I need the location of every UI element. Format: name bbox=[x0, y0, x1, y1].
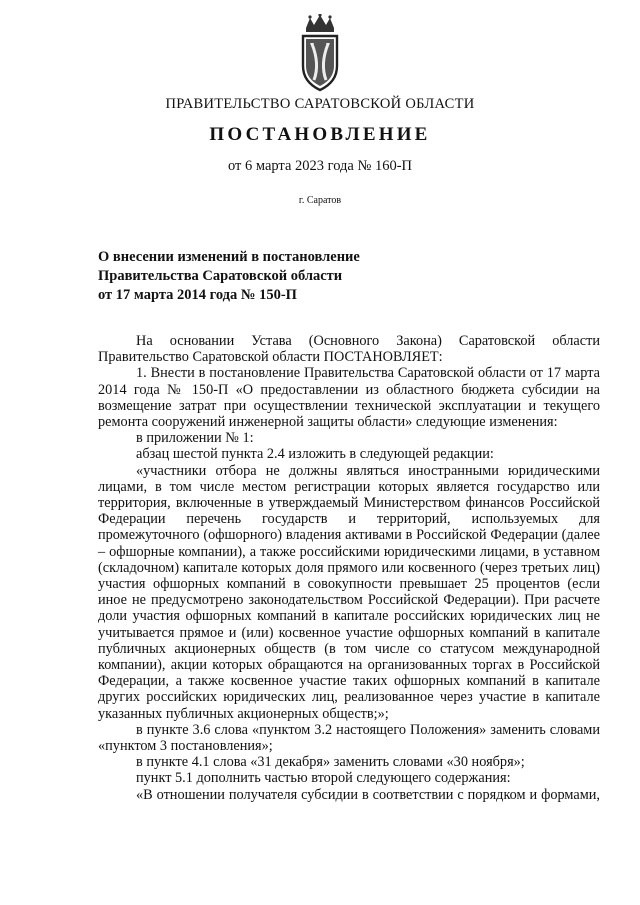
subject-line: О внесении изменений в постановление bbox=[98, 249, 360, 265]
subject-line: Правительства Саратовской области bbox=[98, 268, 343, 284]
paragraph-abzac: абзац шестой пункта 2.4 изложить в следующей редакции: bbox=[136, 446, 494, 463]
document-type: ПОСТАНОВЛЕНИЕ bbox=[209, 124, 431, 145]
organization-name: ПРАВИТЕЛЬСТВО САРАТОВСКОЙ ОБЛАСТИ bbox=[165, 96, 475, 112]
paragraph-item-1: 1. Внести в постановление Правительства Саратовской области от 17 марта 2014 года № 150-П «О предоставлении из областного бюджета субсидии на возмещение затрат при осуществлении технической эксплуатации и текущего ремонта сооружений инженерной защиты области» следующие изменения: bbox=[98, 365, 600, 431]
paragraph-basis: На основании Устава (Основного Закона) Саратовской области Правительство Саратовской области ПОСТАНОВЛЯЕТ: bbox=[98, 333, 600, 366]
document-date-number: от 6 марта 2023 года № 160-П bbox=[227, 158, 413, 174]
paragraph-item-4-1: в пункте 4.1 слова «31 декабря» заменить словами «30 ноября»; bbox=[136, 754, 525, 771]
document-city: г. Саратов bbox=[298, 195, 342, 206]
document-subject bbox=[98, 248, 428, 305]
paragraph-appendix: в приложении № 1: bbox=[136, 430, 254, 447]
paragraph-item-5-1: пункт 5.1 дополнить частью второй следующего содержания: bbox=[136, 770, 511, 787]
document-body bbox=[98, 333, 600, 803]
paragraph-item-3-6: в пункте 3.6 слова «пунктом 3.2 настоящего Положения» заменить словами «пунктом 3 постановления»; bbox=[98, 721, 600, 755]
paragraph-quoted-text: «участники отбора не должны являться иностранными юридическими лицами, в том числе местом регистрации которых является государство или территория, включенные в утверждаемый Министерством финансов Российской Федерации перечень государств и территорий, используемых для промежуточного (офшорного) владения активами в Российской Федерации (далее – офшорные компании), а также российскими юридическими лицами, в уставном (складочном) капитале которых доля прямого или косвенного (через третьих лиц) участия офшорных компаний в совокупности превышает 25 процентов (если иное не предусмотрено законодательством Российской Федерации). При расчете доли участия офшорных компаний в капитале российских юридических лиц не учитывается прямое и (или) косвенное участие офшорных компаний в капитале публичных акционерных обществ (в том числе со статусом международной компании), акции которых обращаются на организованных торгах в Российской Федерации, а также косвенное участие таких офшорных компаний в капитале других российских юридических лиц, реализованное через участие в капитале указанных публичных акционерных обществ;»; bbox=[98, 462, 600, 722]
paragraph-quote-start: «В отношении получателя субсидии в соответствии с порядком и формами, bbox=[136, 786, 600, 803]
coat-of-arms-icon bbox=[296, 14, 344, 94]
subject-line: от 17 марта 2014 года № 150-П bbox=[98, 287, 297, 303]
